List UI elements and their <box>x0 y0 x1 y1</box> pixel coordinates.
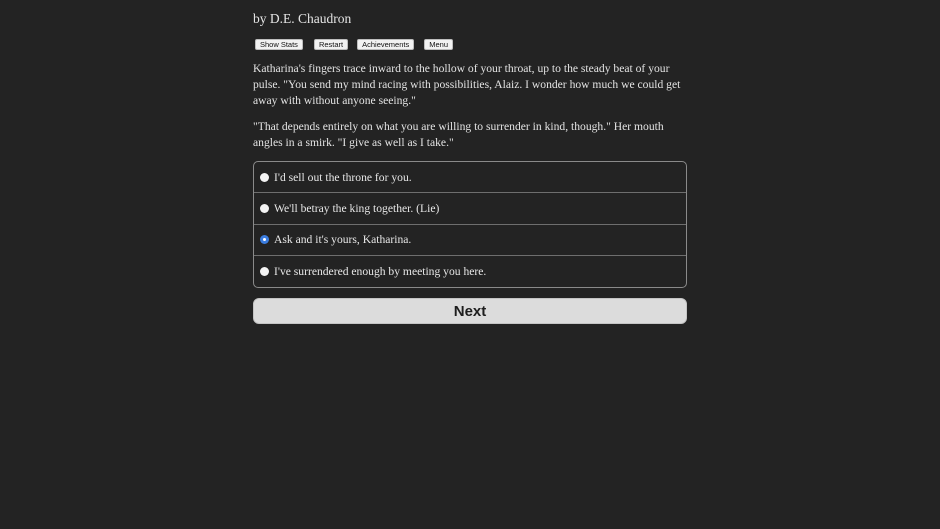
choice-label: We'll betray the king together. (Lie) <box>274 201 440 215</box>
choice-label: I've surrendered enough by meeting you here. <box>274 264 487 278</box>
toolbar <box>255 39 453 50</box>
choice-option[interactable] <box>254 256 686 287</box>
story-paragraph: "That depends entirely on what you are willing to surrender in kind, though." Her mouth angles in a smirk. "I give as well as I take." <box>253 120 664 149</box>
radio-button-checked[interactable] <box>260 235 269 244</box>
radio-button[interactable] <box>260 173 269 182</box>
choice-option[interactable] <box>254 193 686 224</box>
choice-list <box>253 161 687 288</box>
restart-button[interactable]: Restart <box>314 39 348 50</box>
author-byline: by D.E. Chaudron <box>253 11 352 26</box>
radio-button[interactable] <box>260 204 269 213</box>
achievements-button[interactable]: Achievements <box>357 39 414 50</box>
story-paragraph: Katharina's fingers trace inward to the hollow of your throat, up to the steady beat of your pulse. "You send my mind racing with possibilities, Alaiz. I wonder how much we could get away with without anyone seeing." <box>253 62 681 107</box>
choice-option[interactable] <box>254 162 686 193</box>
menu-button[interactable]: Menu <box>424 39 453 50</box>
choice-label: I'd sell out the throne for you. <box>274 170 412 184</box>
next-button[interactable]: Next <box>253 298 687 324</box>
choice-option-selected[interactable] <box>254 225 686 256</box>
radio-button[interactable] <box>260 267 269 276</box>
show-stats-button[interactable]: Show Stats <box>255 39 303 50</box>
choice-label: Ask and it's yours, Katharina. <box>274 233 412 247</box>
